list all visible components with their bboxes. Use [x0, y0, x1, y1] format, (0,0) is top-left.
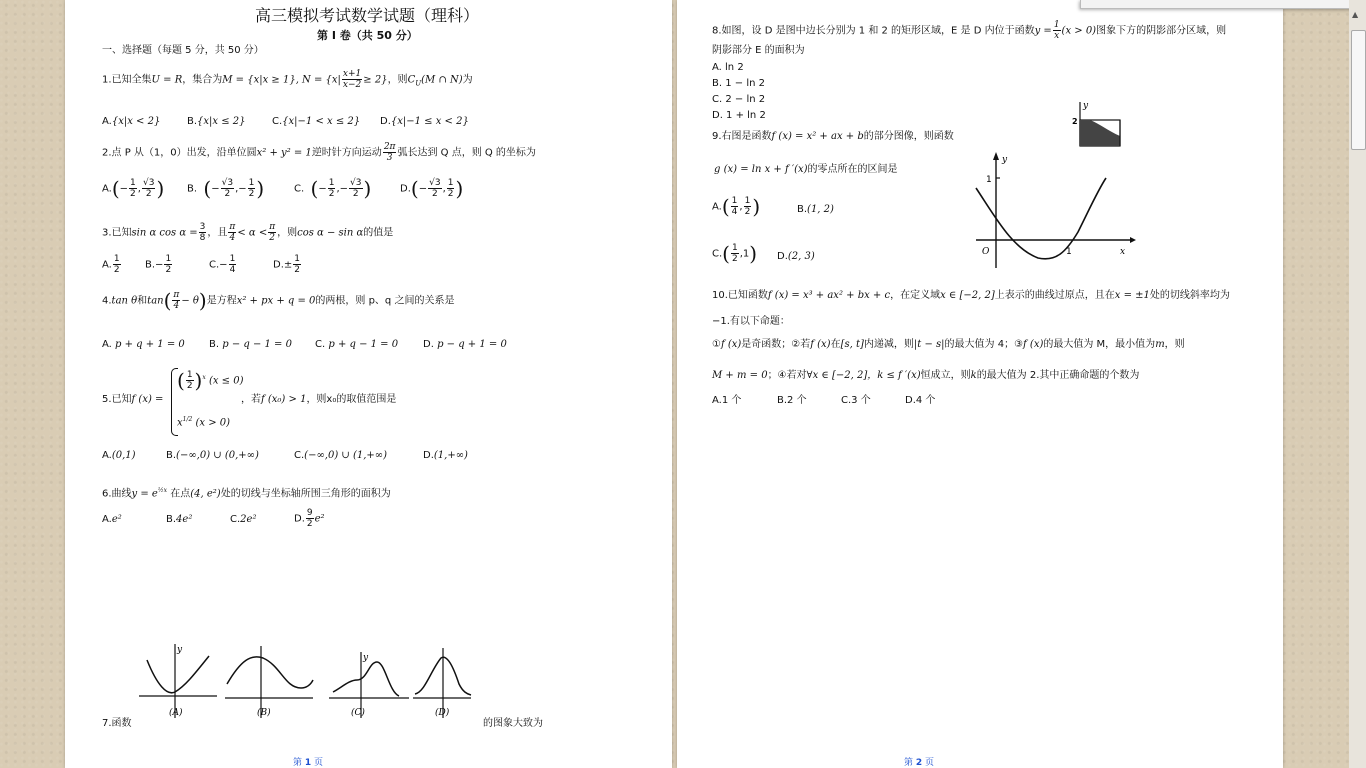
q6-option-b[interactable]: B.4e² — [166, 514, 193, 525]
q7-graph-b[interactable] — [223, 640, 317, 720]
question-8: 8.如图，设 D 是图中边长分别为 1 和 2 的矩形区域，E 是 D 内位于函数y = $\frac{1}{x}$ (x > 0)图象下方的阴影部分区域，则 — [712, 20, 1227, 41]
q5-case-2: $x^{1/2}$ (x > 0) — [177, 416, 231, 429]
q9-parabola-figure — [962, 148, 1142, 270]
q7-graph-c[interactable] — [327, 640, 411, 720]
q2-option-c[interactable]: C. (− $\frac{1}{2}$ ,− $\frac{√3}{2}$ ) — [294, 176, 372, 201]
q9-line-2: g (x) = ln x + f ′(x)的零点所在的区间是 — [714, 164, 898, 175]
q7-suffix: 的图象大致为 — [483, 718, 543, 729]
svg-text:y: y — [177, 645, 183, 655]
q5-option-d[interactable]: D.(1,+∞) — [423, 450, 468, 461]
page-2-footer: 第 2 页 — [869, 755, 969, 768]
q3-option-b[interactable]: B.− $\frac{1}{2}$ — [145, 254, 172, 275]
svg-text:1: 1 — [986, 175, 992, 185]
q1-option-c[interactable]: C.{x|−1 < x ≤ 2} — [272, 116, 361, 127]
q4-option-b[interactable]: B. p − q − 1 = 0 — [209, 339, 292, 350]
q3-option-d[interactable]: D.± $\frac{1}{2}$ — [273, 254, 301, 275]
q3-option-a[interactable]: A. $\frac{1}{2}$ — [102, 254, 120, 275]
q9-option-c[interactable]: C.( $\frac{1}{2}$ ,1) — [712, 241, 758, 266]
overlay-panel-edge — [1080, 0, 1366, 9]
q4-option-d[interactable]: D. p − q + 1 = 0 — [423, 339, 507, 350]
q4-option-a[interactable]: A. p + q + 1 = 0 — [102, 339, 185, 350]
q5-option-b[interactable]: B.(−∞,0) ∪ (0,+∞) — [166, 450, 259, 461]
q9-option-b[interactable]: B.(1, 2) — [797, 204, 834, 215]
svg-text:1: 1 — [1066, 247, 1072, 257]
q10-option-a[interactable]: A.1 个 — [712, 395, 742, 406]
svg-text:y: y — [1002, 155, 1008, 165]
svg-text:y: y — [1083, 101, 1089, 111]
q1-option-d[interactable]: D.{x|−1 ≤ x < 2} — [380, 116, 469, 127]
q2-option-d[interactable]: D.(− $\frac{√3}{2}$ , $\frac{1}{2}$ ) — [400, 176, 464, 201]
svg-text:x: x — [1120, 247, 1126, 257]
q1-option-b[interactable]: B.{x|x ≤ 2} — [187, 116, 246, 127]
q10-option-b[interactable]: B.2 个 — [777, 395, 807, 406]
q6-option-d[interactable]: D. $\frac{9}{2}$ e² — [294, 508, 325, 529]
page-1 — [65, 0, 672, 768]
q4-option-c[interactable]: C. p + q − 1 = 0 — [315, 339, 399, 350]
q2-option-a[interactable]: A.(− $\frac{1}{2}$ , $\frac{√3}{2}$ ) — [102, 176, 165, 201]
q10-option-d[interactable]: D.4 个 — [905, 395, 936, 406]
vertical-scrollbar[interactable] — [1349, 0, 1366, 768]
svg-text:y: y — [363, 653, 369, 663]
scroll-up-arrow-icon[interactable]: ▲ — [1352, 10, 1359, 19]
q8-line-2: 阴影部分 E 的面积为 — [712, 45, 805, 56]
q7-graph-a[interactable] — [137, 640, 221, 720]
question-2: 2.点 P 从（1，0）出发，沿单位圆x² + y² = 1逆时针方向运动 $\frac{2\pi}{3}$ 弧长达到 Q 点，则 Q 的坐标为 — [102, 142, 536, 163]
q8-option-d[interactable]: D. 1 + ln 2 — [712, 110, 766, 121]
svg-text:(A): (A) — [169, 708, 183, 718]
svg-text:(C): (C) — [351, 708, 365, 718]
q10-line-3: ①f (x)是奇函数；②若f (x)在[s, t]内递减，则|t − s|的最大值为 4；③f (x)的最大值为 M，最小值为m，则 — [712, 339, 1185, 350]
q2-option-b[interactable]: B. (− $\frac{√3}{2}$ ,− $\frac{1}{2}$ ) — [187, 176, 265, 201]
part-title: 第 I 卷（共 50 分） — [317, 29, 418, 42]
question-10: 10.已知函数f (x) = x³ + ax² + bx + c，在定义域x ∈ [−2, 2]上表示的曲线过原点，且在x = ±1处的切线斜率均为 — [712, 290, 1230, 301]
q10-option-c[interactable]: C.3 个 — [841, 395, 871, 406]
q7-graph-d[interactable] — [411, 640, 473, 720]
svg-text:(D): (D) — [435, 708, 450, 718]
q6-option-c[interactable]: C.2e² — [230, 514, 257, 525]
exam-title: 高三模拟考试数学试题（理科） — [255, 6, 480, 25]
page-1-footer: 第 1 页 — [258, 755, 358, 768]
svg-text:O: O — [982, 247, 990, 257]
q8-option-c[interactable]: C. 2 − ln 2 — [712, 94, 766, 105]
q8-option-b[interactable]: B. 1 − ln 2 — [712, 78, 765, 89]
q1-option-a[interactable]: A.{x|x < 2} — [102, 116, 161, 127]
q5-condition: ，若f (x₀) > 1，则x₀的取值范围是 — [241, 394, 397, 405]
page-2 — [677, 0, 1283, 768]
q10-line-2: −1.有以下命题： — [712, 316, 790, 327]
svg-text:(B): (B) — [257, 708, 271, 718]
q8-region-figure — [1050, 100, 1150, 148]
scrollbar-thumb[interactable] — [1351, 30, 1366, 150]
question-6: 6.曲线$y = e^{\frac{1}{2}x}$ 在点(4, e²)处的切线与坐标轴所围三角形的面积为 — [102, 487, 391, 500]
question-4: 4.tan θ和tan( $\frac{\pi}{4}$ − θ)是方程x² + px + q = 0的两根，则 p、q 之间的关系是 — [102, 288, 455, 313]
q5-option-a[interactable]: A.(0,1) — [102, 450, 136, 461]
q10-line-4: M + m = 0；④若对∀x ∈ [−2, 2]，k ≤ f ′(x)恒成立，则k的最大值为 2.其中正确命题的个数为 — [712, 370, 1140, 381]
section-heading: 一、选择题（每题 5 分，共 50 分） — [102, 45, 264, 56]
q7-prefix: 7.函数 — [102, 718, 132, 729]
question-9: 9.右图是函数f (x) = x² + ax + b的部分图像，则函数 — [712, 131, 954, 142]
q6-option-a[interactable]: A.e² — [102, 514, 122, 525]
q9-option-d[interactable]: D.(2, 3) — [777, 251, 815, 262]
q5-option-c[interactable]: C.(−∞,0) ∪ (1,+∞) — [294, 450, 388, 461]
q8-option-a[interactable]: A. ln 2 — [712, 62, 744, 73]
question-1: 1.已知全集U = R，集合为M = {x|x ≥ 1}, N = {x| $\frac{x+1}{x-2}$ ≥ 2}，则$C_U(M$ ∩ N)为 — [102, 69, 473, 90]
q3-option-c[interactable]: C.− $\frac{1}{4}$ — [209, 254, 236, 275]
svg-text:2: 2 — [1072, 117, 1078, 126]
q5-prefix: 5.已知f (x) = — [102, 394, 164, 405]
q5-case-1: ( $\frac{1}{2}$ )$^x$ (x ≤ 0) — [177, 368, 244, 393]
question-3: 3.已知sin α cos α = $\frac{3}{8}$ ，且 $\frac{\pi}{4}$ < α < $\frac{\pi}{2}$ ，则cos α − sin α的值是 — [102, 222, 394, 243]
q9-option-a[interactable]: A.( $\frac{1}{4}$ , $\frac{1}{2}$ ) — [712, 194, 761, 219]
